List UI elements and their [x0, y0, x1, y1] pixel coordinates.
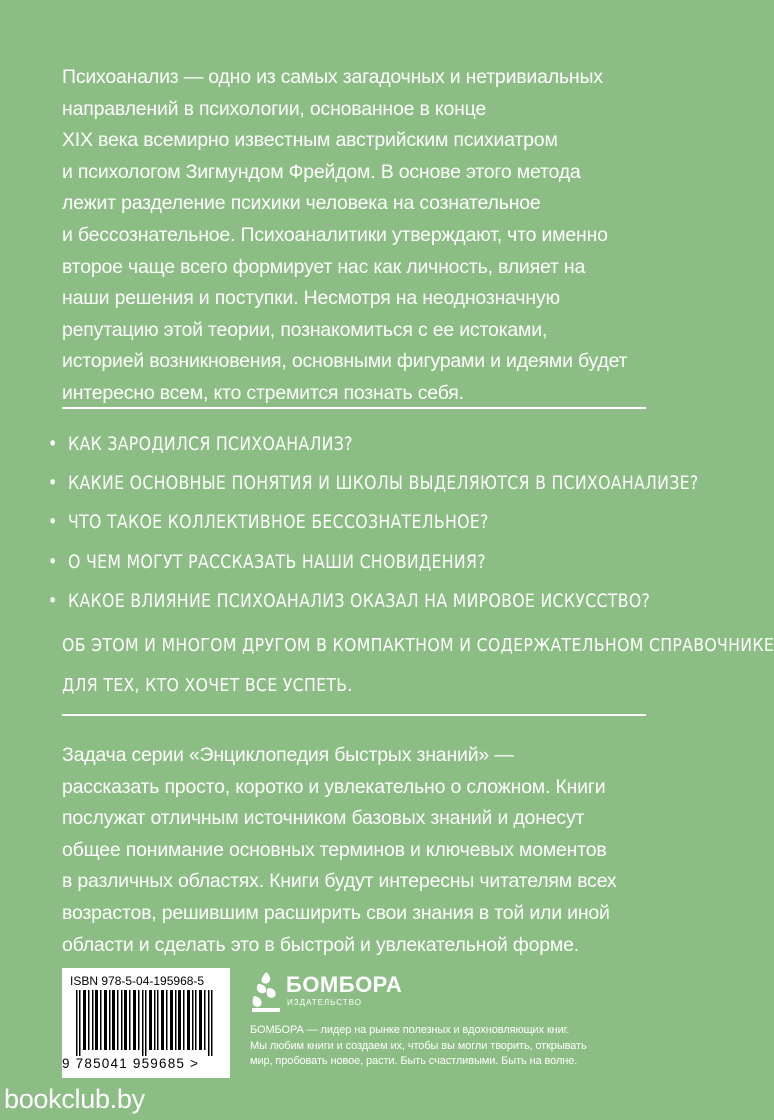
question-text: КАКИЕ ОСНОВНЫЕ ПОНЯТИЯ И ШКОЛЫ ВЫДЕЛЯЮТСЯ В ПСИХОАНАЛИЗЕ? [68, 473, 699, 495]
bullet-icon: • [48, 552, 58, 574]
bombora-logo-icon [250, 970, 282, 1014]
series-line: в различных областях. Книги будут интересны читателям всех [62, 870, 617, 893]
intro-line: лежит разделение психики человека на сознательное [62, 192, 541, 215]
intro-line: историей возникновения, основными фигурами и идеями будет [62, 350, 628, 373]
intro-line: второе чаще всего формирует нас как личность, влияет на [62, 255, 586, 278]
closing-line: ДЛЯ ТЕХ, КТО ХОЧЕТ ВСЕ УСПЕТЬ. [62, 676, 353, 696]
closing-statement [62, 626, 774, 706]
question-text: ЧТО ТАКОЕ КОЛЛЕКТИВНОЕ БЕССОЗНАТЕЛЬНОЕ? [68, 512, 489, 534]
barcode-icon [66, 990, 226, 1056]
publisher-description-line: Мы любим книги и создаем их, чтобы вы могли творить, открывать [250, 1039, 587, 1052]
publisher-description [250, 1023, 610, 1070]
divider-bottom [62, 714, 646, 716]
publisher-description-line: мир, пробовать новое, расти. Быть счастливыми. Быть на волне. [250, 1055, 578, 1067]
intro-paragraph [62, 62, 652, 410]
question-text: КАКОЕ ВЛИЯНИЕ ПСИХОАНАЛИЗ ОКАЗАЛ НА МИРОВОЕ ИСКУССТВО? [68, 591, 651, 613]
question-text: КАК ЗАРОДИЛСЯ ПСИХОАНАЛИЗ? [68, 434, 353, 456]
site-watermark [0, 1080, 168, 1120]
series-line: общее понимание основных терминов и ключевых моментов [62, 838, 607, 861]
publisher-subtitle: ИЗДАТЕЛЬСТВО [287, 998, 362, 1007]
intro-line: Психоанализ — одно из самых загадочных и нетривиальных [62, 66, 603, 88]
series-description [62, 740, 652, 961]
intro-line: наши решения и поступки. Несмотря на неоднозначную [62, 287, 560, 310]
series-line: Задача серии «Энциклопедия быстрых знаний» — [62, 744, 514, 766]
intro-line: репутацию этой теории, познакомиться с ее истоками, [62, 318, 548, 341]
series-line: области и сделать это в быстрой и увлекательной форме. [62, 933, 579, 956]
bullet-icon: • [48, 473, 58, 495]
question-item [48, 464, 699, 505]
bullet-icon: • [48, 512, 58, 534]
question-text: О ЧЕМ МОГУТ РАССКАЗАТЬ НАШИ СНОВИДЕНИЯ? [68, 552, 486, 574]
bullet-icon: • [48, 591, 58, 613]
barcode-digits: 9 785041 959685 > [62, 1056, 200, 1071]
publisher-description-line: БОМБОРА — лидер на рынке полезных и вдохновляющих книг. [250, 1024, 570, 1036]
isbn-barcode [62, 968, 230, 1078]
question-item [48, 503, 668, 544]
bullet-icon: • [48, 434, 58, 456]
closing-line: ОБ ЭТОМ И МНОГОМ ДРУГОМ В КОМПАКТНОМ И СОДЕРЖАТЕЛЬНОМ СПРАВОЧНИКЕ [62, 636, 774, 656]
divider-top [62, 407, 646, 409]
intro-line: и бессознательное. Психоаналитики утверждают, что именно [62, 223, 608, 246]
question-item [48, 543, 668, 584]
intro-line: направлений в психологии, основанное в конце [62, 97, 487, 120]
question-item [48, 582, 668, 623]
intro-line: интересно всем, кто стремится познать себя. [62, 381, 464, 404]
series-line: рассказать просто, коротко и увлекательно о сложном. Книги [62, 775, 606, 798]
series-line: послужат отличным источником базовых знаний и донесут [62, 807, 585, 830]
publisher-logo [250, 970, 403, 1016]
question-item [48, 425, 668, 466]
isbn-number: ISBN 978-5-04-195968-5 [70, 974, 205, 988]
intro-line: XIX века всемирно известным австрийским психиатром [62, 129, 558, 152]
series-line: возрастов, решившим расширить свои знания в той или иной [62, 901, 610, 924]
question-list [48, 426, 699, 622]
watermark-text: bookclub.by [4, 1084, 145, 1114]
intro-line: и психологом Зигмундом Фрейдом. В основе этого метода [62, 160, 581, 183]
publisher-name: БОМБОРА [286, 972, 403, 997]
